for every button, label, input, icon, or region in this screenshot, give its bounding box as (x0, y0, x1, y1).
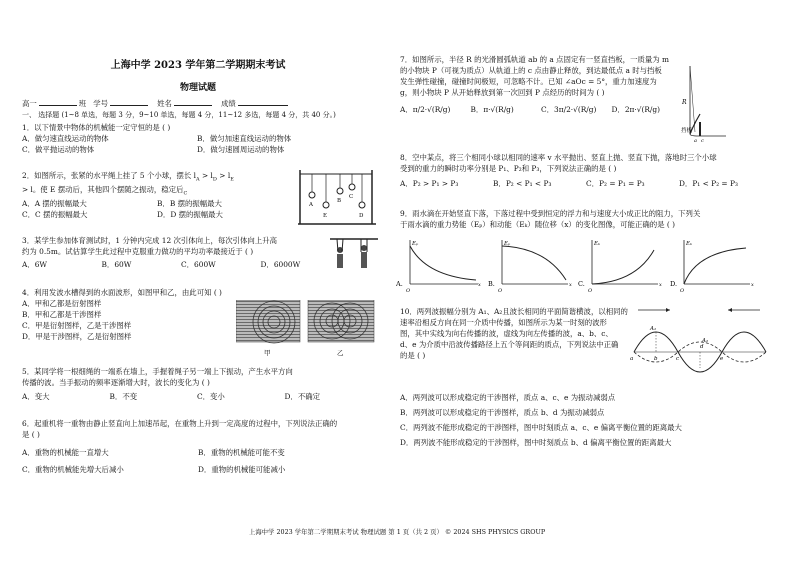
q5-option-c[interactable]: C．变小 (197, 392, 225, 402)
svg-text:B.: B. (488, 280, 495, 288)
q2-option-d[interactable]: D．D 摆的振幅最大 (157, 210, 223, 220)
q7-option-d[interactable]: D．2π·√(R/g) (611, 105, 660, 115)
q7-stem-line3: 发生弹性碰撞，碰撞时间极短，可忽略不计。已知 ∠aOc = 5°，重力加速度为 (400, 77, 657, 87)
score-blank[interactable] (238, 98, 288, 106)
svg-text:O: O (680, 288, 685, 294)
q1-option-b[interactable]: B．做匀加速直线运动的物体 (197, 134, 292, 144)
baffle-label: 挡板 (681, 128, 693, 134)
pendulum-label-c: C (349, 194, 354, 200)
q10-stem-line2: 速率沿相反方向在同一介质中传播，如图所示为某一时刻的波形 (400, 318, 607, 328)
pendulum-label-b: B (337, 198, 342, 204)
q7-stem-line4: g，则小物块 P 从开始释放到第一次回到 P 点经历的时间为 ( ) (400, 88, 605, 98)
energy-graph-options (396, 236, 776, 294)
pendulum-label-e: E (323, 213, 328, 219)
q6-stem-line2: 是 ( ) (22, 430, 40, 440)
q8-stem-line1: 8．空中某点，将三个相同小球以相同的速率 v 水平抛出、竖直上抛、竖直下抛，落地时三个小球 (400, 153, 717, 162)
q10-option-a[interactable]: A．两列波可以形成稳定的干涉图样，质点 a、c、e 为振动减弱点 (400, 393, 616, 402)
class-suffix: 班 (78, 99, 87, 108)
name-blank[interactable] (174, 98, 212, 106)
exam-title: 上海中学 2023 学年第二学期期末考试 (110, 60, 286, 71)
q9-stem-line2: 于雨水滴的重力势能（Eₚ）和动能（Eₖ）随位移（x）的变化图像，可能正确的是 ( ) (400, 220, 675, 230)
q5-stem-line2: 传播的波。当手振动的频率逐渐增大时，波长的变化为 ( ) (22, 378, 210, 388)
page-footer: 上海中学 2023 学年第二学期期末考试 物理试题 第 1 页（共 2 页） © 2024 SHS PHYSICS GROUP (248, 528, 546, 536)
graph-option-d[interactable] (670, 240, 754, 294)
q6-option-a[interactable]: A．重物的机械能一直增大 (22, 448, 109, 458)
pendulum-figure (298, 166, 376, 226)
q4-option-a[interactable]: A．甲和乙都是衍射图样 (22, 299, 102, 309)
question-7 (400, 54, 682, 116)
question-9 (400, 208, 772, 230)
class-label: 高一 (22, 99, 37, 108)
q2-option-a[interactable]: A．A 摆的振幅最大 (22, 198, 87, 208)
question-2: 2．如图所示，张紧的水平绳上挂了 5 个小球，摆长 $l_A > l_D > l_E$ > l。使 E 摆动后，其他四个摆随之振动，稳定后$_C$ A．A 摆的振幅最大 B．B 摆的振幅最大 C．C 摆的振幅最大 D．D 摆的振幅最大 (22, 170, 292, 220)
svg-text:A.: A. (396, 280, 403, 288)
q5-stem-line1: 5．某同学将一根细绳的一端系在墙上，手握着绳子另一端上下振动，产生水平方向 (22, 367, 293, 376)
q2-stem-line1: 2．如图所示，张紧的水平绳上挂了 5 个小球，摆长 l (22, 171, 197, 180)
svg-text:O: O (588, 288, 593, 294)
arc-track-figure (676, 64, 736, 142)
q3-stem-line1: 3．某学生参加体育测试时，1 分钟内完成 12 次引体向上，每次引体向上升高 (22, 236, 277, 245)
q10-stem-line1: 10．两列波振幅分别为 A₁、A₂且波长相同的平面简谐横波，以相同的 (400, 307, 628, 316)
q1-option-c[interactable]: C．做平抛运动的物体 (22, 145, 95, 155)
question-8 (400, 152, 772, 189)
id-blank[interactable] (110, 98, 148, 106)
q2-stem-line2: > l。使 E 摆动后，其他四个摆随之振动，稳定后 (22, 184, 184, 194)
pull-up-figure (330, 236, 378, 272)
svg-text:O: O (498, 288, 503, 294)
point-label-e: e (720, 356, 724, 362)
q7-option-a[interactable]: A．π/2·√(R/g) (400, 105, 451, 115)
svg-text:c: c (701, 138, 704, 142)
amp-label-a2: A₂ (702, 338, 709, 344)
svg-text:C.: C. (578, 280, 585, 288)
question-1 (22, 122, 372, 155)
q8-option-b[interactable]: B．P₂ < P₁ < P₃ (493, 179, 552, 189)
q4-stem: 4．利用发波水槽得到的水面波形，如图甲和乙，由此可知 ( ) (22, 288, 222, 297)
fig-label-jia: 甲 (264, 349, 271, 357)
point-label-d: d (700, 344, 704, 350)
svg-text:Eₖ: Eₖ (594, 241, 601, 247)
section-heading: 一、 选择题 (1~8 单选，每题 3 分，9~10 单选，每题 4 分，11~12 多选，每题 4 分，共 40 分。) (22, 111, 336, 119)
point-label-a: a (630, 356, 634, 362)
svg-text:x: x (478, 282, 481, 288)
graph-option-c[interactable] (578, 240, 662, 294)
q6-option-d[interactable]: D．重物的机械能可能减小 (198, 465, 286, 475)
q4-option-c[interactable]: C．甲是衍射图样，乙是干涉图样 (22, 321, 132, 331)
q4-option-b[interactable]: B．甲和乙都是干涉图样 (22, 310, 102, 320)
q10-stem-line4: d、e 为介质中沿波传播路径上五个等间距的质点，下列说法中正确 (400, 340, 619, 350)
q10-stem-line3: 图，其中实线为向右传播的波，虚线为向左传播的波，a、b、c、 (400, 329, 613, 339)
svg-text:x: x (659, 282, 662, 288)
svg-text:R: R (682, 99, 687, 106)
q10-option-c[interactable]: C．两列波不能形成稳定的干涉图样，图中时刻质点 a、c、e 偏离平衡位置的距离最大 (400, 423, 682, 433)
q10-option-b[interactable]: B．两列波可以形成稳定的干涉图样，质点 b、d 为振动减弱点 (400, 408, 605, 418)
pendulum-label-d: D (359, 213, 364, 219)
id-label: 学号 (93, 99, 109, 108)
exam-subtitle: 物理试题 (179, 83, 216, 93)
q1-option-d[interactable]: D．做匀速圆周运动的物体 (197, 145, 285, 155)
fig-label-yi: 乙 (337, 349, 344, 357)
q4-option-d[interactable]: D．甲是干涉图样，乙是衍射图样 (22, 332, 132, 342)
question-5 (22, 366, 372, 402)
q7-option-b[interactable]: B．π·√(R/g) (470, 105, 514, 115)
q7-option-c[interactable]: C．3π/2·√(R/g) (541, 105, 597, 115)
student-info-row (22, 98, 374, 109)
question-10-options (400, 392, 772, 448)
q3-option-d[interactable]: D．6000W (260, 260, 301, 270)
q5-option-d[interactable]: D．不确定 (284, 392, 320, 402)
q6-option-c[interactable]: C．重物的机械能先增大后减小 (22, 465, 124, 475)
q3-option-a[interactable]: A．6W (22, 260, 48, 270)
q8-option-c[interactable]: C．P₂ = P₁ = P₃ (586, 179, 645, 189)
standing-wave-figure (630, 304, 770, 382)
q6-option-b[interactable]: B．重物的机械能可能不变 (198, 448, 285, 458)
svg-text:x: x (569, 282, 572, 288)
graph-option-b[interactable] (488, 240, 572, 294)
svg-text:D.: D. (670, 280, 678, 288)
q1-option-a[interactable]: A．做匀速直线运动的物体 (22, 134, 109, 144)
name-label: 姓名 (157, 99, 172, 108)
score-label: 成绩 (220, 99, 236, 108)
q7-stem-line2: 的小物块 P（可视为质点）从轨道上的 c 点由静止释放，到达最低点 a 时与挡板 (400, 66, 662, 76)
svg-text:Eₚ: Eₚ (412, 241, 419, 247)
q3-stem-line2: 约为 0.5m。试估算学生此过程中克服重力做功的平均功率最接近于 ( ) (22, 247, 254, 257)
q5-option-a[interactable]: A．变大 (22, 392, 50, 402)
pendulum-label-a: A (309, 202, 313, 208)
amp-label-a1: A₁ (650, 326, 657, 332)
q8-option-d[interactable]: D．P₁ < P₂ = P₃ (679, 179, 738, 189)
graph-option-a[interactable] (396, 240, 481, 294)
q10-stem-line5: 的是 ( ) (400, 351, 426, 361)
q5-option-b[interactable]: B．不变 (109, 392, 138, 402)
question-10 (400, 306, 630, 362)
svg-text:O: O (406, 288, 411, 294)
question-4 (22, 287, 242, 343)
q1-stem: 1．以下情景中物体的机械能一定守恒的是 ( ) (22, 123, 171, 132)
q8-stem-line2: 受到的重力的瞬时功率分别是 P₁、P₂和 P₃，下列说法正确的是 ( ) (400, 164, 617, 174)
svg-text:a: a (694, 138, 697, 142)
q8-option-a[interactable]: A．P₂ > P₁ > P₃ (400, 179, 459, 189)
q2-option-c[interactable]: C．C 摆的振幅最大 (22, 210, 88, 220)
q9-stem-line1: 9．雨水滴在开始竖直下落，下落过程中受到恒定的浮力和与速度大小成正比的阻力，下列关 (400, 209, 701, 218)
point-label-c: c (676, 356, 680, 362)
svg-text:Eₖ: Eₖ (686, 241, 693, 247)
svg-text:Eₚ: Eₚ (504, 241, 511, 247)
q10-option-d[interactable]: D．两列波不能形成稳定的干涉图样，图中时刻质点 b、d 偏离平衡位置的距离最大 (400, 438, 672, 448)
question-3 (22, 235, 340, 270)
question-6 (22, 418, 374, 475)
q3-option-c[interactable]: C．600W (181, 260, 216, 270)
wave-pattern-figure (236, 300, 376, 360)
class-blank[interactable] (39, 98, 77, 106)
q6-stem-line1: 6．起重机将一重物由静止竖直向上加速吊起，在重物上升到一定高度的过程中，下列说法正确的 (22, 419, 338, 428)
point-label-b: b (654, 356, 658, 362)
q2-option-b[interactable]: B．B 摆的振幅最大 (157, 198, 222, 208)
q3-option-b[interactable]: B．60W (101, 260, 132, 270)
q7-stem-line1: 7．如图所示，半径 R 的光滑圆弧轨道 ab 的 a 点固定有一竖直挡板，一质量为 m (400, 55, 669, 64)
svg-text:x: x (751, 282, 754, 288)
